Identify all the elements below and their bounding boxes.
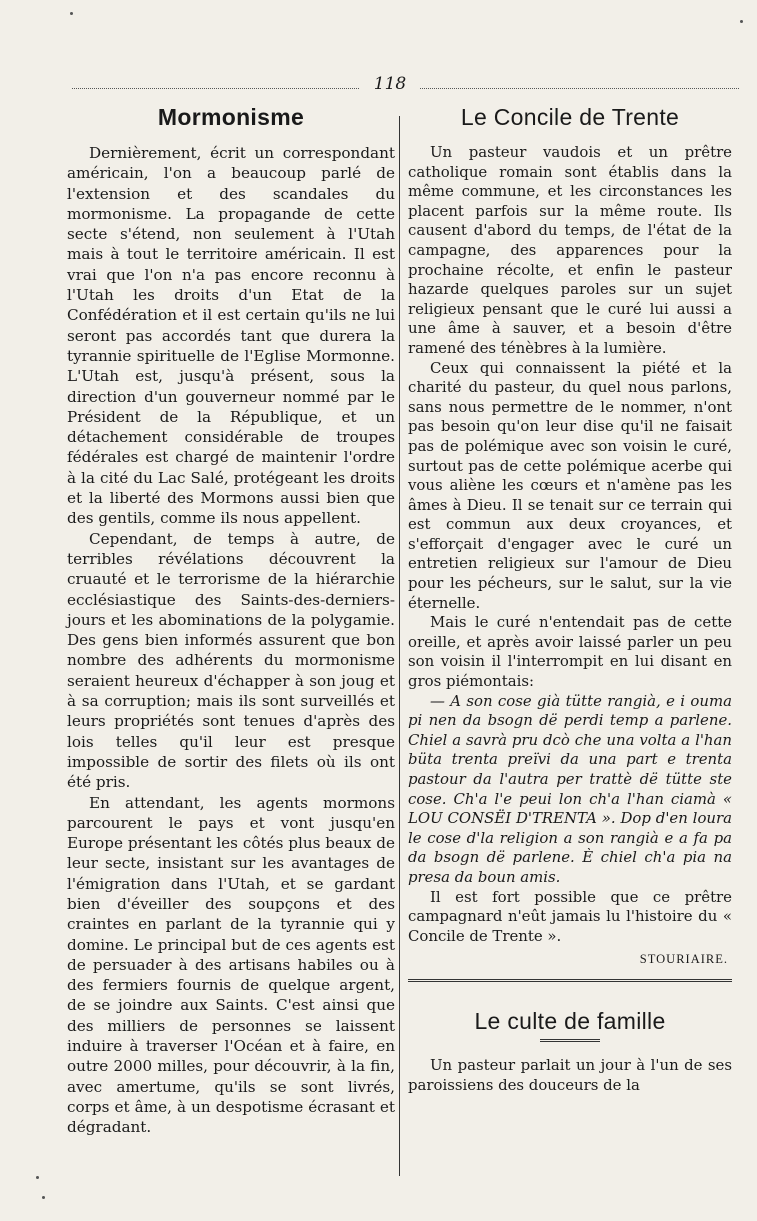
author-signature: STOURIAIRE. [639,952,728,967]
page-number: 118 [360,74,420,94]
paragraph: Cependant, de temps à autre, de terribles révélations découvrent la cruauté et le terrorisme de la hiérarchie ecclésiastique des Saints-des-derniers-jours et les abominations de la polygamie. Des gens bien informés assurent que bon nombre des adhérents du mormonisme seraient heureux d'échapper à son joug et à sa corruption; mais ils sont surveillés et leurs propriétés sont tenues d'après des lois telles qu'il leur est presque impossible de sortir des filets où ils ont été pris. [67,529,395,792]
dialect-paragraph: — A son cose già tütte rangià, e i ouma pi nen da bsogn dë perdi temp a parlene. Chiel a savrà pru dcò che una volta a l'han büta trenta preïvi da una part e trenta pastour da l'autra per trattè dë tütte ste cose. Ch'a l'e peui lon ch'a l'han ciamà « LOU CONSËI D'TRENTA ». Dop d'en loura le cose d'la religion a son rangià e a fa pa da bsogn dë parlene. È chiel ch'a pia na presa da boun amis. [408,691,732,886]
article-body-concile [408,143,732,946]
paragraph: Dernièrement, écrit un correspondant américain, l'on a beaucoup parlé de l'extension et des scandales du mormonisme. La propagande de cette secte s'étend, non seulement à l'Utah mais à tout le territoire américain. Il est vrai que l'on n'a pas encore reconnu à l'Utah les droits d'un Etat de la Confédération et il est certain qu'ils ne lui seront pas accordés tant que durera la tyrannie spirituelle de l'Eglise Mormonne. L'Utah est, jusqu'à présent, sous la direction d'un gouverneur nommé par le Président de la République, et un détachement considérable de troupes fédérales est chargé de maintenir l'ordre à la cité du Lac Salé, protégeant les droits et la liberté des Mormons aussi bien que des gentils, comme ils nous appellent. [67,144,395,528]
ink-speck [36,1176,39,1179]
article-body-mormonisme [67,143,395,1138]
title-underline [540,1039,600,1042]
right-column [408,104,732,1096]
paragraph: Mais le curé n'entendait pas de cette oreille, et après avoir laissé parler un peu son voisin il l'interrompit en lui disant en gros piémontais: [408,613,732,691]
section-divider [408,979,732,982]
article-title-concile: Le Concile de Trente [460,104,680,130]
paragraph: En attendant, les agents mormons parcourent le pays et vont jusqu'en Europe présentant les côtés plus beaux de leur secte, insistant sur les avantages de l'émigration dans l'Utah, et se gardant bien d'éveiller des soupçons et des craintes en parlant de la tyrannie qui y domine. Le principal but de ces agents est de persuader à des artisans habiles ou à des fermiers fournis de quelque argent, de se joindre aux Saints. C'est ainsi que des milliers de personnes se laissent induire à traverser l'Océan et à faire, en outre 2000 milles, pour découvrir, à la fin, avec amertume, qu'ils se sont livrés, corps et âme, à un despotisme écrasant et dégradant. [67,793,395,1137]
column-divider [399,116,400,1176]
paragraph: Il est fort possible que ce prêtre campagnard n'eût jamais lu l'histoire du « Concile de Trente ». [408,887,732,945]
paragraph: Un pasteur parlait un jour à l'un de ses paroissiens des douceurs de la [408,1056,732,1094]
ink-speck [42,1196,45,1199]
article-body-culte [408,1056,732,1095]
left-column [67,104,395,1138]
ink-speck [740,20,743,23]
article-title-culte: Le culte de famille [474,1008,666,1035]
paragraph: Ceux qui connaissent la piété et la charité du pasteur, du quel nous parlons, sans nous permettre de le nommer, n'ont pas besoin qu'on leur dise qu'il ne faisait pas de polémique avec son voisin le curé, surtout pas de cette polémique acerbe qui vous aliène les cœurs et n'amène pas les âmes à Dieu. Il se tenait sur ce terrain qui est commun aux deux croyances, et s'efforçait d'engager avec le curé un entretien religieux sur l'amour de Dieu pour les pécheurs, sur le salut, sur la vie éternelle. [408,358,732,612]
article-title-mormonisme: Mormonisme [157,104,305,130]
dialect-quote [408,692,732,888]
ink-speck [70,12,73,15]
paragraph: Un pasteur vaudois et un prêtre catholique romain sont établis dans la même commune, et les circonstances les placent parfois sur la même route. Ils causent d'abord du temps, de l'état de la campagne, des apparences pour la prochaine récolte, et enfin le pasteur hazarde quelques paroles sur un sujet religieux pensant que le curé lui aussi a une âme à sauver, et a besoin d'être ramené des ténèbres à la lumière. [408,143,732,357]
